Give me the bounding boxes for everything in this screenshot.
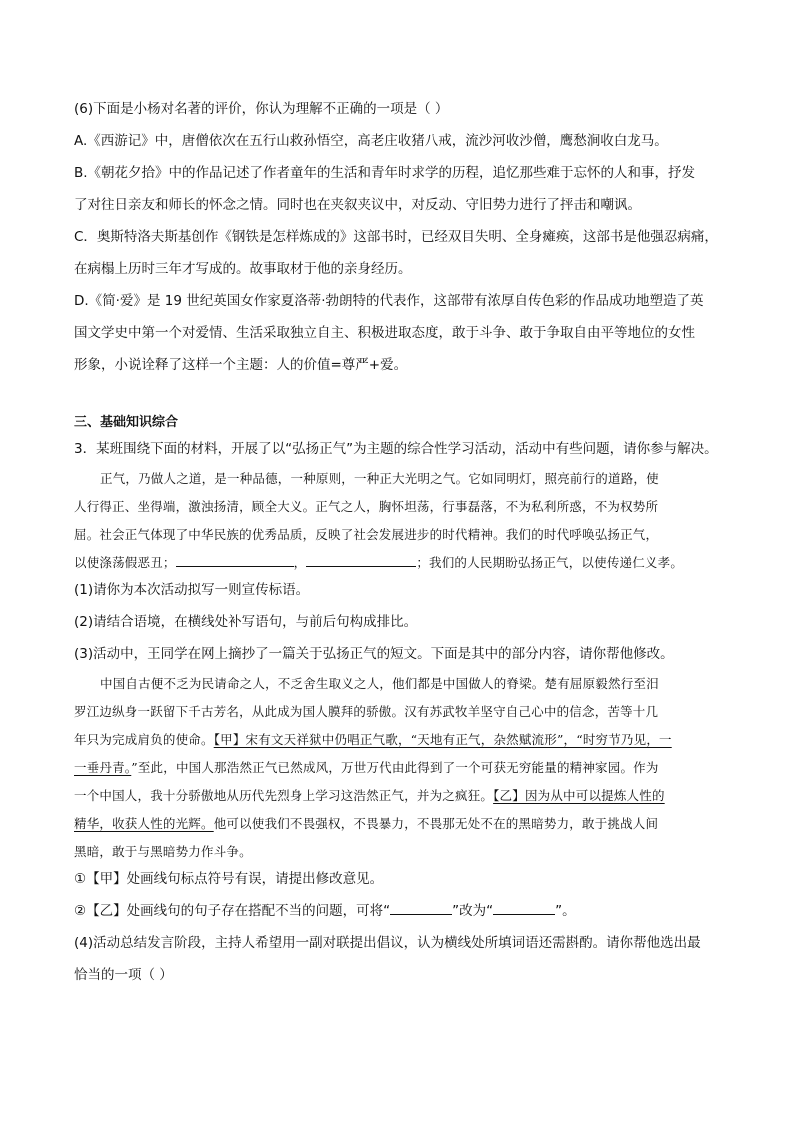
- passage2-line4-rest: ”至此，中国人那浩然正气已然成风，万世万代由此得到了一个可获无穷能量的精神家园。作为: [131, 760, 659, 775]
- passage2-line5-start: 一个中国人，我十分骄傲地从历代先烈身上学习这浩然正气，并为之疯狂。: [74, 788, 494, 803]
- q3-sub1: (1)请你为本次活动拟写一则宣传标语。: [74, 582, 310, 598]
- q3-sub2: (2)请结合语境，在横线处补写语句，与前后句构成排比。: [74, 614, 418, 630]
- passage2-line5: [74, 783, 730, 808]
- passage1-line3: 屈。社会正气体现了中华民族的优秀品质，反映了社会发展进步的时代精神。我们的时代呼唤弘扬正气，: [74, 527, 659, 542]
- q3-sub3: (3)活动中，王同学在网上摘抄了一篇关于弘扬正气的短文。下面是其中的部分内容，请你帮他修改。: [74, 646, 674, 662]
- q6-stem: (6)下面是小杨对名著的评价，你认为理解不正确的一项是（ ）: [74, 101, 449, 117]
- passage1-line4-end: ；我们的人民期盼弘扬正气，以使传递仁义孝。: [416, 555, 684, 570]
- q3-intro: 3．某班围绕下面的材料，开展了以“弘扬正气”为主题的综合性学习活动，活动中有些问题，请你参与解决。: [74, 441, 718, 457]
- q3-item2: [74, 900, 730, 922]
- underlined-sentence-jia: 【甲】宋有文天祥狱中仍唱正气歌，“天地有正气，杂然赋流形”，“时穷节乃见，一: [213, 732, 672, 747]
- q6-option-c-line2: 在病榻上历时三年才写成的。故事取材于他的亲身经历。: [74, 261, 412, 277]
- q3-sub4-line2: 恰当的一项（ ）: [74, 967, 173, 983]
- fill-blank-2[interactable]: [306, 552, 416, 567]
- passage2-line4: [74, 755, 730, 780]
- fill-blank-1[interactable]: [176, 552, 294, 567]
- passage2-line6-rest: 他可以使我们不畏强权，不畏暴力，不畏那无处不在的黑暗势力，敢于挑战人间: [213, 816, 659, 831]
- q6-option-c-line1: C．奥斯特洛夫斯基创作《钢铁是怎样炼成的》这部书时，已经双目失明、全身瘫痪，这部书是他强忍病痛，: [74, 229, 718, 245]
- section-title: 三、基础知识综合: [74, 415, 179, 430]
- q6-option-b-line1: B.《朝花夕拾》中的作品记述了作者童年的生活和青年时求学的历程，追忆那些难于忘怀的人和事，抒发: [74, 165, 696, 181]
- passage2-line6: [74, 811, 730, 836]
- passage2-line7: 黑暗，敢于与黑暗势力作斗争。: [74, 844, 252, 859]
- underlined-sentence-yi: 【乙】因为从中可以提炼人性的: [493, 788, 665, 803]
- q3-sub4-line1: (4)活动总结发言阶段，主持人希望用一副对联提出倡议，认为横线处所填词语还需斟酌。请你帮他选出最: [74, 935, 701, 951]
- passage1-line4: [74, 550, 730, 575]
- underlined-sentence-jia-end: 一垂丹青。: [74, 760, 132, 775]
- q6-option-d-line3: 形象，小说诠释了这样一个主题：人的价值=尊严+爱。: [74, 357, 408, 373]
- passage2-line3: [74, 727, 730, 752]
- passage2-line2: 罗江边纵身一跃留下千古芳名，从此成为国人膜拜的骄傲。汉有苏武牧羊坚守自己心中的信念，苦等十几: [74, 704, 659, 719]
- q6-option-d-line2: 国文学史中第一个对爱情、生活采取独立自主、积极进取态度，敢于斗争、敢于争取自由平等地位的女性: [74, 325, 695, 341]
- q6-option-d-line1: D.《简·爱》是 19 世纪英国女作家夏洛蒂·勃朗特的代表作，这部带有浓厚自传色彩的作品成功地塑造了英: [74, 293, 704, 309]
- q3-item2-start: ②【乙】处画线句的句子存在搭配不当的问题，可将“: [74, 903, 391, 919]
- q6-option-a: A.《西游记》中，唐僧依次在五行山救孙悟空，高老庄收猪八戒，流沙河收沙僧，鹰愁涧收白龙马。: [74, 133, 668, 149]
- q3-item2-mid: ”改为“: [452, 903, 494, 919]
- passage2-line3-start: 年只为完成肩负的使命。: [74, 732, 214, 747]
- fill-blank-4[interactable]: [493, 900, 555, 915]
- passage1-line4-sep: ，: [293, 555, 307, 570]
- passage1-line1: 正气，乃做人之道，是一种品德，一种原则，一种正大光明之气。它如同明灯，照亮前行的道路，使: [100, 471, 659, 486]
- fill-blank-3[interactable]: [390, 900, 452, 915]
- passage1-line4-start: 以使涤荡假恶丑；: [74, 555, 176, 570]
- q6-option-b-line2: 了对往日亲友和师长的怀念之情。同时也在夹叙夹议中，对反动、守旧势力进行了抨击和嘲讽。: [74, 197, 641, 213]
- document-page: [74, 98, 730, 986]
- underlined-sentence-yi-end: 精华，收获人性的光辉。: [74, 816, 214, 831]
- passage2-line1: 中国自古便不乏为民请命之人，不乏舍生取义之人，他们都是中国做人的脊梁。楚有屈原毅然行至汨: [100, 676, 659, 691]
- passage1-line2: 人行得正、坐得端，激浊扬清，顾全大义。正气之人，胸怀坦荡，行事磊落，不为私利所惑，不为权势所: [74, 499, 659, 514]
- q3-item1: ①【甲】处画线句标点符号有误，请提出修改意见。: [74, 871, 384, 887]
- q3-item2-end: ”。: [555, 903, 576, 919]
